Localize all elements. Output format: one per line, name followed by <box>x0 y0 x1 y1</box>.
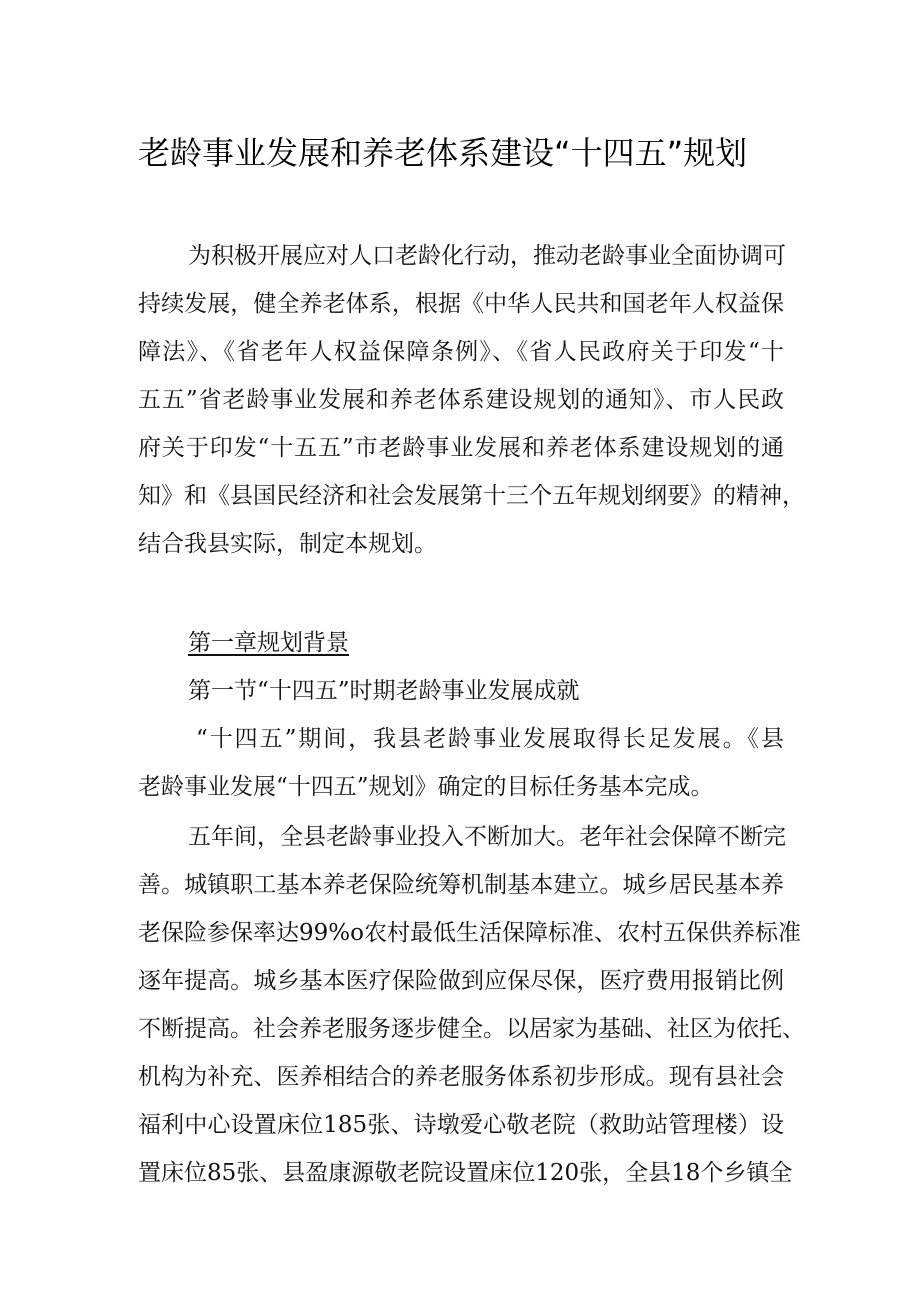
section-heading: 第一节“十四五”时期老龄事业发展成就 <box>188 678 580 704</box>
para2-line-5: 不断提高。社会养老服务逐步健全。以居家为基础、社区为依托、 <box>138 1016 805 1042</box>
intro-line-2: 持续发展，健全养老体系，根据《中华人民共和国老年人权益保 <box>138 291 784 317</box>
para2-line-6: 机构为补充、医养相结合的养老服务体系初步形成。现有县社会 <box>138 1064 784 1090</box>
para1-line-1: “十四五”期间，我县老龄事业发展取得长足发展。《县 <box>196 726 784 752</box>
para2-line-4: 逐年提高。城乡基本医疗保险做到应保尽保，医疗费用报销比例 <box>138 968 784 994</box>
para2-line-1: 五年间，全县老龄事业投入不断加大。老年社会保障不断完 <box>188 824 786 850</box>
document-title: 老龄事业发展和养老体系建设“十四五”规划 <box>138 134 748 172</box>
intro-line-4: 五五”省老龄事业发展和养老体系建设规划的通知》、市人民政 <box>138 387 784 413</box>
para2-line-8: 置床位85张、县盈康源敬老院设置床位120张，全县18个乡镇全 <box>138 1160 793 1186</box>
chapter-heading: 第一章规划背景 <box>188 630 349 656</box>
intro-line-7: 结合我县实际，制定本规划。 <box>138 531 437 557</box>
intro-line-3: 障法》、《省老年人权益保障条例》、《省人民政府关于印发“十 <box>138 339 784 365</box>
para1-line-2: 老龄事业发展“十四五”规划》确定的目标任务基本完成。 <box>138 774 714 800</box>
para2-line-2: 善。城镇职工基本养老保险统筹机制基本建立。城乡居民基本养 <box>138 872 784 898</box>
para2-line-7: 福利中心设置床位185张、诗墩爱心敬老院（救助站管理楼）设 <box>138 1112 784 1138</box>
intro-line-6: 知》和《县国民经济和社会发展第十三个五年规划纲要》的精神， <box>138 483 805 509</box>
para2-line-3: 老保险参保率达99%o农村最低生活保障标准、农村五保供养标准 <box>138 920 801 946</box>
intro-line-1: 为积极开展应对人口老龄化行动，推动老龄事业全面协调可 <box>188 243 786 269</box>
intro-line-5: 府关于印发“十五五”市老龄事业发展和养老体系建设规划的通 <box>138 435 784 461</box>
